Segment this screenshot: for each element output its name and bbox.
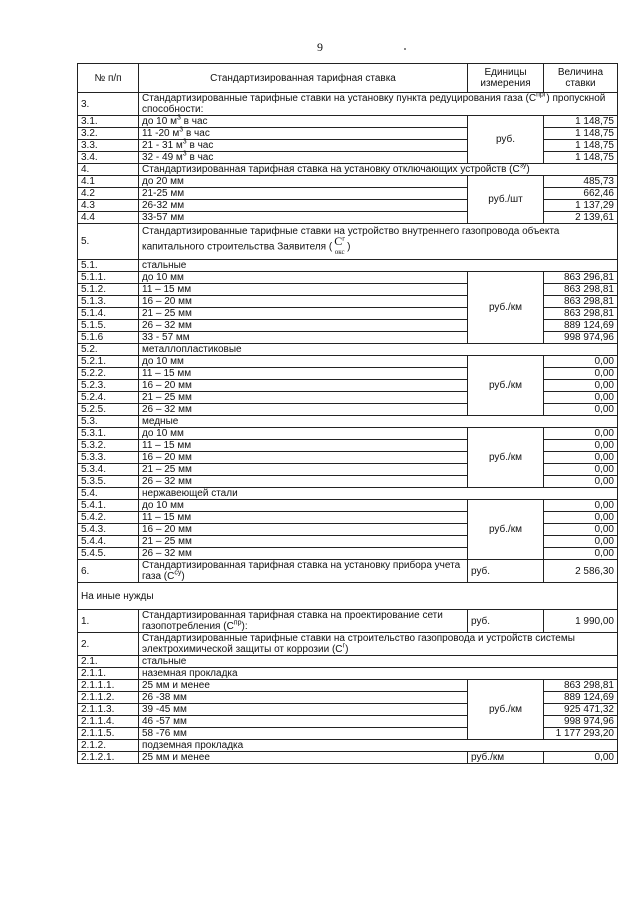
other-1-row <box>78 610 618 633</box>
rate-value: 1 148,75 <box>544 128 618 140</box>
section-title <box>139 560 468 583</box>
row-label: до 20 мм <box>139 176 468 188</box>
row-number: 5.1.1. <box>78 272 139 284</box>
unit-cell: руб./км <box>468 272 544 344</box>
section-title-text: Стандартизированная тарифная ставка на установку прибора учета газа (С <box>142 560 461 582</box>
row-label-sup: 3 <box>182 150 187 158</box>
rate-value: 0,00 <box>544 356 618 368</box>
row-number: 5.1.5. <box>78 320 139 332</box>
row-number: 3.4. <box>78 152 139 164</box>
section-5-row <box>78 224 618 260</box>
row-label: 21 – 25 мм <box>139 392 468 404</box>
rate-value: 863 298,81 <box>544 296 618 308</box>
row-label: 11 – 15 мм <box>139 368 468 380</box>
section-3-row <box>78 93 618 116</box>
rate-value: 0,00 <box>544 452 618 464</box>
row-label <box>139 116 468 128</box>
table-header-row <box>78 64 618 93</box>
section-number: 6. <box>78 560 139 583</box>
row-label: 11 – 15 мм <box>139 512 468 524</box>
table-row <box>78 176 618 188</box>
row-label: 21 – 25 мм <box>139 536 468 548</box>
section-6-row <box>78 560 618 583</box>
subsection-label: нержавеющей стали <box>139 488 618 500</box>
rate-value: 0,00 <box>544 392 618 404</box>
row-label: 26 – 32 мм <box>139 320 468 332</box>
rate-value: 0,00 <box>544 536 618 548</box>
row-label-text: до 10 м <box>142 116 177 127</box>
row-number: 5.1.2. <box>78 284 139 296</box>
rate-value: 1 177 293,20 <box>544 728 618 740</box>
section-title-text: Стандартизированные тарифные ставки на устройство внутреннего газопровода объекта капитального строительства Заявителя ( <box>142 226 560 253</box>
row-number: 5.3.1. <box>78 428 139 440</box>
row-label: до 10 мм <box>139 356 468 368</box>
row-number: 5.1.6 <box>78 332 139 344</box>
unit-cell: руб./км <box>468 500 544 560</box>
rate-value: 662,46 <box>544 188 618 200</box>
rate-value: 0,00 <box>544 404 618 416</box>
row-label: 26 -38 мм <box>139 692 468 704</box>
section-title-text-end: ) <box>526 164 530 175</box>
rate-value: 0,00 <box>544 428 618 440</box>
row-number: 5.4.4. <box>78 536 139 548</box>
header-unit: Единицы измерения <box>468 64 544 93</box>
row-number: 5.4.3. <box>78 524 139 536</box>
row-label-text: 21 - 31 м <box>142 140 183 151</box>
row-label: 16 – 20 мм <box>139 524 468 536</box>
table-row <box>78 428 618 440</box>
row-number: 3.3. <box>78 140 139 152</box>
formula-symbol <box>334 234 346 257</box>
unit-cell: руб. <box>468 116 544 164</box>
section-title-text-end: ) пропускной способности: <box>142 93 606 115</box>
row-number: 5.3.3. <box>78 452 139 464</box>
row-number: 5.2.5. <box>78 404 139 416</box>
subsection-row <box>78 488 618 500</box>
section-number: 5. <box>78 224 139 260</box>
header-name: Стандартизированная тарифная ставка <box>139 64 468 93</box>
section-title <box>139 164 618 176</box>
row-label: 26 – 32 мм <box>139 476 468 488</box>
row-number: 4.1 <box>78 176 139 188</box>
row-label: до 10 мм <box>139 500 468 512</box>
row-label: 46 -57 мм <box>139 716 468 728</box>
rate-value: 1 148,75 <box>544 152 618 164</box>
row-label: до 10 мм <box>139 428 468 440</box>
section-title <box>139 610 468 633</box>
section-title-text: Стандартизированные тарифные ставки на установку пункта редуцирования газа (С <box>142 93 537 104</box>
scan-speck <box>404 48 406 50</box>
row-number: 2.1.1.5. <box>78 728 139 740</box>
section-title-sup: прг <box>536 91 547 99</box>
section-title-sup: су <box>174 569 182 577</box>
row-label: 11 – 15 мм <box>139 440 468 452</box>
rate-value: 485,73 <box>544 176 618 188</box>
section-title-text: Стандартизированная тарифная ставка на установку отключающих устройств (С <box>142 164 520 175</box>
row-number: 4.3 <box>78 200 139 212</box>
section-title-text-end: ) <box>345 644 349 655</box>
header-num: № п/п <box>78 64 139 93</box>
subsection-label: стальные <box>139 260 618 272</box>
section-title-sup: г <box>342 642 346 650</box>
section-title-text-end: ) <box>347 241 351 253</box>
rate-value: 0,00 <box>544 752 618 764</box>
row-number: 2.1.2.1. <box>78 752 139 764</box>
table-row <box>78 356 618 368</box>
row-number: 3.1. <box>78 116 139 128</box>
subsection-number: 5.2. <box>78 344 139 356</box>
row-label: 21 – 25 мм <box>139 308 468 320</box>
row-number: 4.4 <box>78 212 139 224</box>
rate-value: 998 974,96 <box>544 332 618 344</box>
row-label-text-end: в час <box>186 152 214 163</box>
subsection-row <box>78 260 618 272</box>
section-number: 2. <box>78 633 139 656</box>
unit-cell: руб./км <box>468 428 544 488</box>
section-number: 4. <box>78 164 139 176</box>
rate-value: 0,00 <box>544 500 618 512</box>
table-row <box>78 500 618 512</box>
subsection-number: 5.4. <box>78 488 139 500</box>
subsection-row <box>78 740 618 752</box>
other-2-row <box>78 633 618 656</box>
section-title <box>139 224 618 260</box>
row-label: 26-32 мм <box>139 200 468 212</box>
row-number: 5.2.1. <box>78 356 139 368</box>
section-number: 1. <box>78 610 139 633</box>
row-label-text-end: в час <box>186 140 214 151</box>
rate-value: 2 139,61 <box>544 212 618 224</box>
rate-value: 1 148,75 <box>544 140 618 152</box>
row-label: 39 -45 мм <box>139 704 468 716</box>
unit-cell: руб./км <box>468 752 544 764</box>
table-row <box>78 752 618 764</box>
row-label <box>139 152 468 164</box>
row-label-sup: 3 <box>179 126 184 134</box>
row-label: 21-25 мм <box>139 188 468 200</box>
row-label: 16 – 20 мм <box>139 380 468 392</box>
section-title-sup: пр <box>233 619 242 627</box>
unit-cell: руб./км <box>468 356 544 416</box>
unit-cell: руб./шт <box>468 176 544 224</box>
row-label: до 10 мм <box>139 272 468 284</box>
section-title-sup: зу <box>519 162 527 170</box>
row-label: 16 – 20 мм <box>139 296 468 308</box>
row-label-text: 32 - 49 м <box>142 152 183 163</box>
row-label-sup: 3 <box>182 138 187 146</box>
row-label: 25 мм и менее <box>139 752 468 764</box>
row-label: 33-57 мм <box>139 212 468 224</box>
tariff-table <box>77 63 618 764</box>
row-number: 2.1.1.4. <box>78 716 139 728</box>
row-number: 2.1.1.1. <box>78 680 139 692</box>
section-title-text-end: ): <box>241 621 248 632</box>
rate-value: 0,00 <box>544 524 618 536</box>
rate-value: 863 298,81 <box>544 284 618 296</box>
formula-symbol-sub: окс <box>334 248 345 256</box>
row-label: 33 - 57 мм <box>139 332 468 344</box>
unit-cell: руб./км <box>468 680 544 740</box>
row-label <box>139 140 468 152</box>
row-label: 25 мм и менее <box>139 680 468 692</box>
subsection-row <box>78 344 618 356</box>
rate-value: 2 586,30 <box>544 560 618 583</box>
rate-value: 925 471,32 <box>544 704 618 716</box>
row-label-text-end: в час <box>183 128 210 139</box>
subsection-label: подземная прокладка <box>139 740 618 752</box>
row-number: 5.4.2. <box>78 512 139 524</box>
row-label: 21 – 25 мм <box>139 464 468 476</box>
section-title <box>139 93 618 116</box>
row-number: 3.2. <box>78 128 139 140</box>
section-title-text: Стандартизированные тарифные ставки на строительство газопровода и устройств системы электрохимической защиты от коррозии (С <box>142 633 575 655</box>
rate-value: 889 124,69 <box>544 320 618 332</box>
row-label-sup: 3 <box>176 114 181 122</box>
rate-value: 998 974,96 <box>544 716 618 728</box>
section-title <box>139 633 618 656</box>
row-number: 5.4.5. <box>78 548 139 560</box>
subsection-label: медные <box>139 416 618 428</box>
rate-value: 863 298,81 <box>544 308 618 320</box>
subsection-label: стальные <box>139 656 618 668</box>
rate-value: 0,00 <box>544 380 618 392</box>
unit-cell: руб. <box>468 560 544 583</box>
unit-cell: руб. <box>468 610 544 633</box>
subsection-row <box>78 416 618 428</box>
rate-value: 1 148,75 <box>544 116 618 128</box>
row-number: 5.1.4. <box>78 308 139 320</box>
row-number: 5.3.4. <box>78 464 139 476</box>
row-label: 58 -76 мм <box>139 728 468 740</box>
subsection-row <box>78 656 618 668</box>
formula-symbol-sup: г <box>342 234 346 243</box>
other-needs-heading: На иные нужды <box>78 583 618 610</box>
table-row <box>78 680 618 692</box>
section-title-text: Стандартизированная тарифная ставка на проектирование сети газопотребления (С <box>142 610 443 632</box>
subsection-number: 5.3. <box>78 416 139 428</box>
rate-value: 0,00 <box>544 476 618 488</box>
page-number: 9 <box>317 40 323 54</box>
row-label: 26 – 32 мм <box>139 548 468 560</box>
row-number: 4.2 <box>78 188 139 200</box>
rate-value: 0,00 <box>544 548 618 560</box>
subsection-label: металлопластиковые <box>139 344 618 356</box>
rate-value: 0,00 <box>544 368 618 380</box>
row-label: 16 – 20 мм <box>139 452 468 464</box>
row-number: 2.1.1.2. <box>78 692 139 704</box>
subsection-number: 5.1. <box>78 260 139 272</box>
rate-value: 0,00 <box>544 464 618 476</box>
subsection-label: наземная прокладка <box>139 668 618 680</box>
subsection-number: 2.1.1. <box>78 668 139 680</box>
other-needs-row <box>78 583 618 610</box>
section-title-text-end: ) <box>181 571 185 582</box>
subsection-number: 2.1.2. <box>78 740 139 752</box>
row-number: 5.2.3. <box>78 380 139 392</box>
rate-value: 0,00 <box>544 440 618 452</box>
row-number: 2.1.1.3. <box>78 704 139 716</box>
rate-value: 0,00 <box>544 512 618 524</box>
row-number: 5.2.2. <box>78 368 139 380</box>
table-row <box>78 272 618 284</box>
table-body <box>78 93 618 764</box>
row-number: 5.4.1. <box>78 500 139 512</box>
rate-value: 863 298,81 <box>544 680 618 692</box>
row-number: 5.1.3. <box>78 296 139 308</box>
row-label: 11 – 15 мм <box>139 284 468 296</box>
row-label <box>139 128 468 140</box>
row-number: 5.3.5. <box>78 476 139 488</box>
subsection-row <box>78 668 618 680</box>
rate-value: 863 296,81 <box>544 272 618 284</box>
row-label-text: 11 -20 м <box>142 128 180 139</box>
row-label-text-end: в час <box>180 116 208 127</box>
rate-value: 1 137,29 <box>544 200 618 212</box>
table-row <box>78 116 618 128</box>
header-value: Величина ставки <box>544 64 618 93</box>
section-4-row <box>78 164 618 176</box>
formula-symbol-base: C <box>334 234 343 248</box>
rate-value: 889 124,69 <box>544 692 618 704</box>
row-label: 26 – 32 мм <box>139 404 468 416</box>
row-number: 5.2.4. <box>78 392 139 404</box>
subsection-number: 2.1. <box>78 656 139 668</box>
rate-value: 1 990,00 <box>544 610 618 633</box>
section-number: 3. <box>78 93 139 116</box>
row-number: 5.3.2. <box>78 440 139 452</box>
